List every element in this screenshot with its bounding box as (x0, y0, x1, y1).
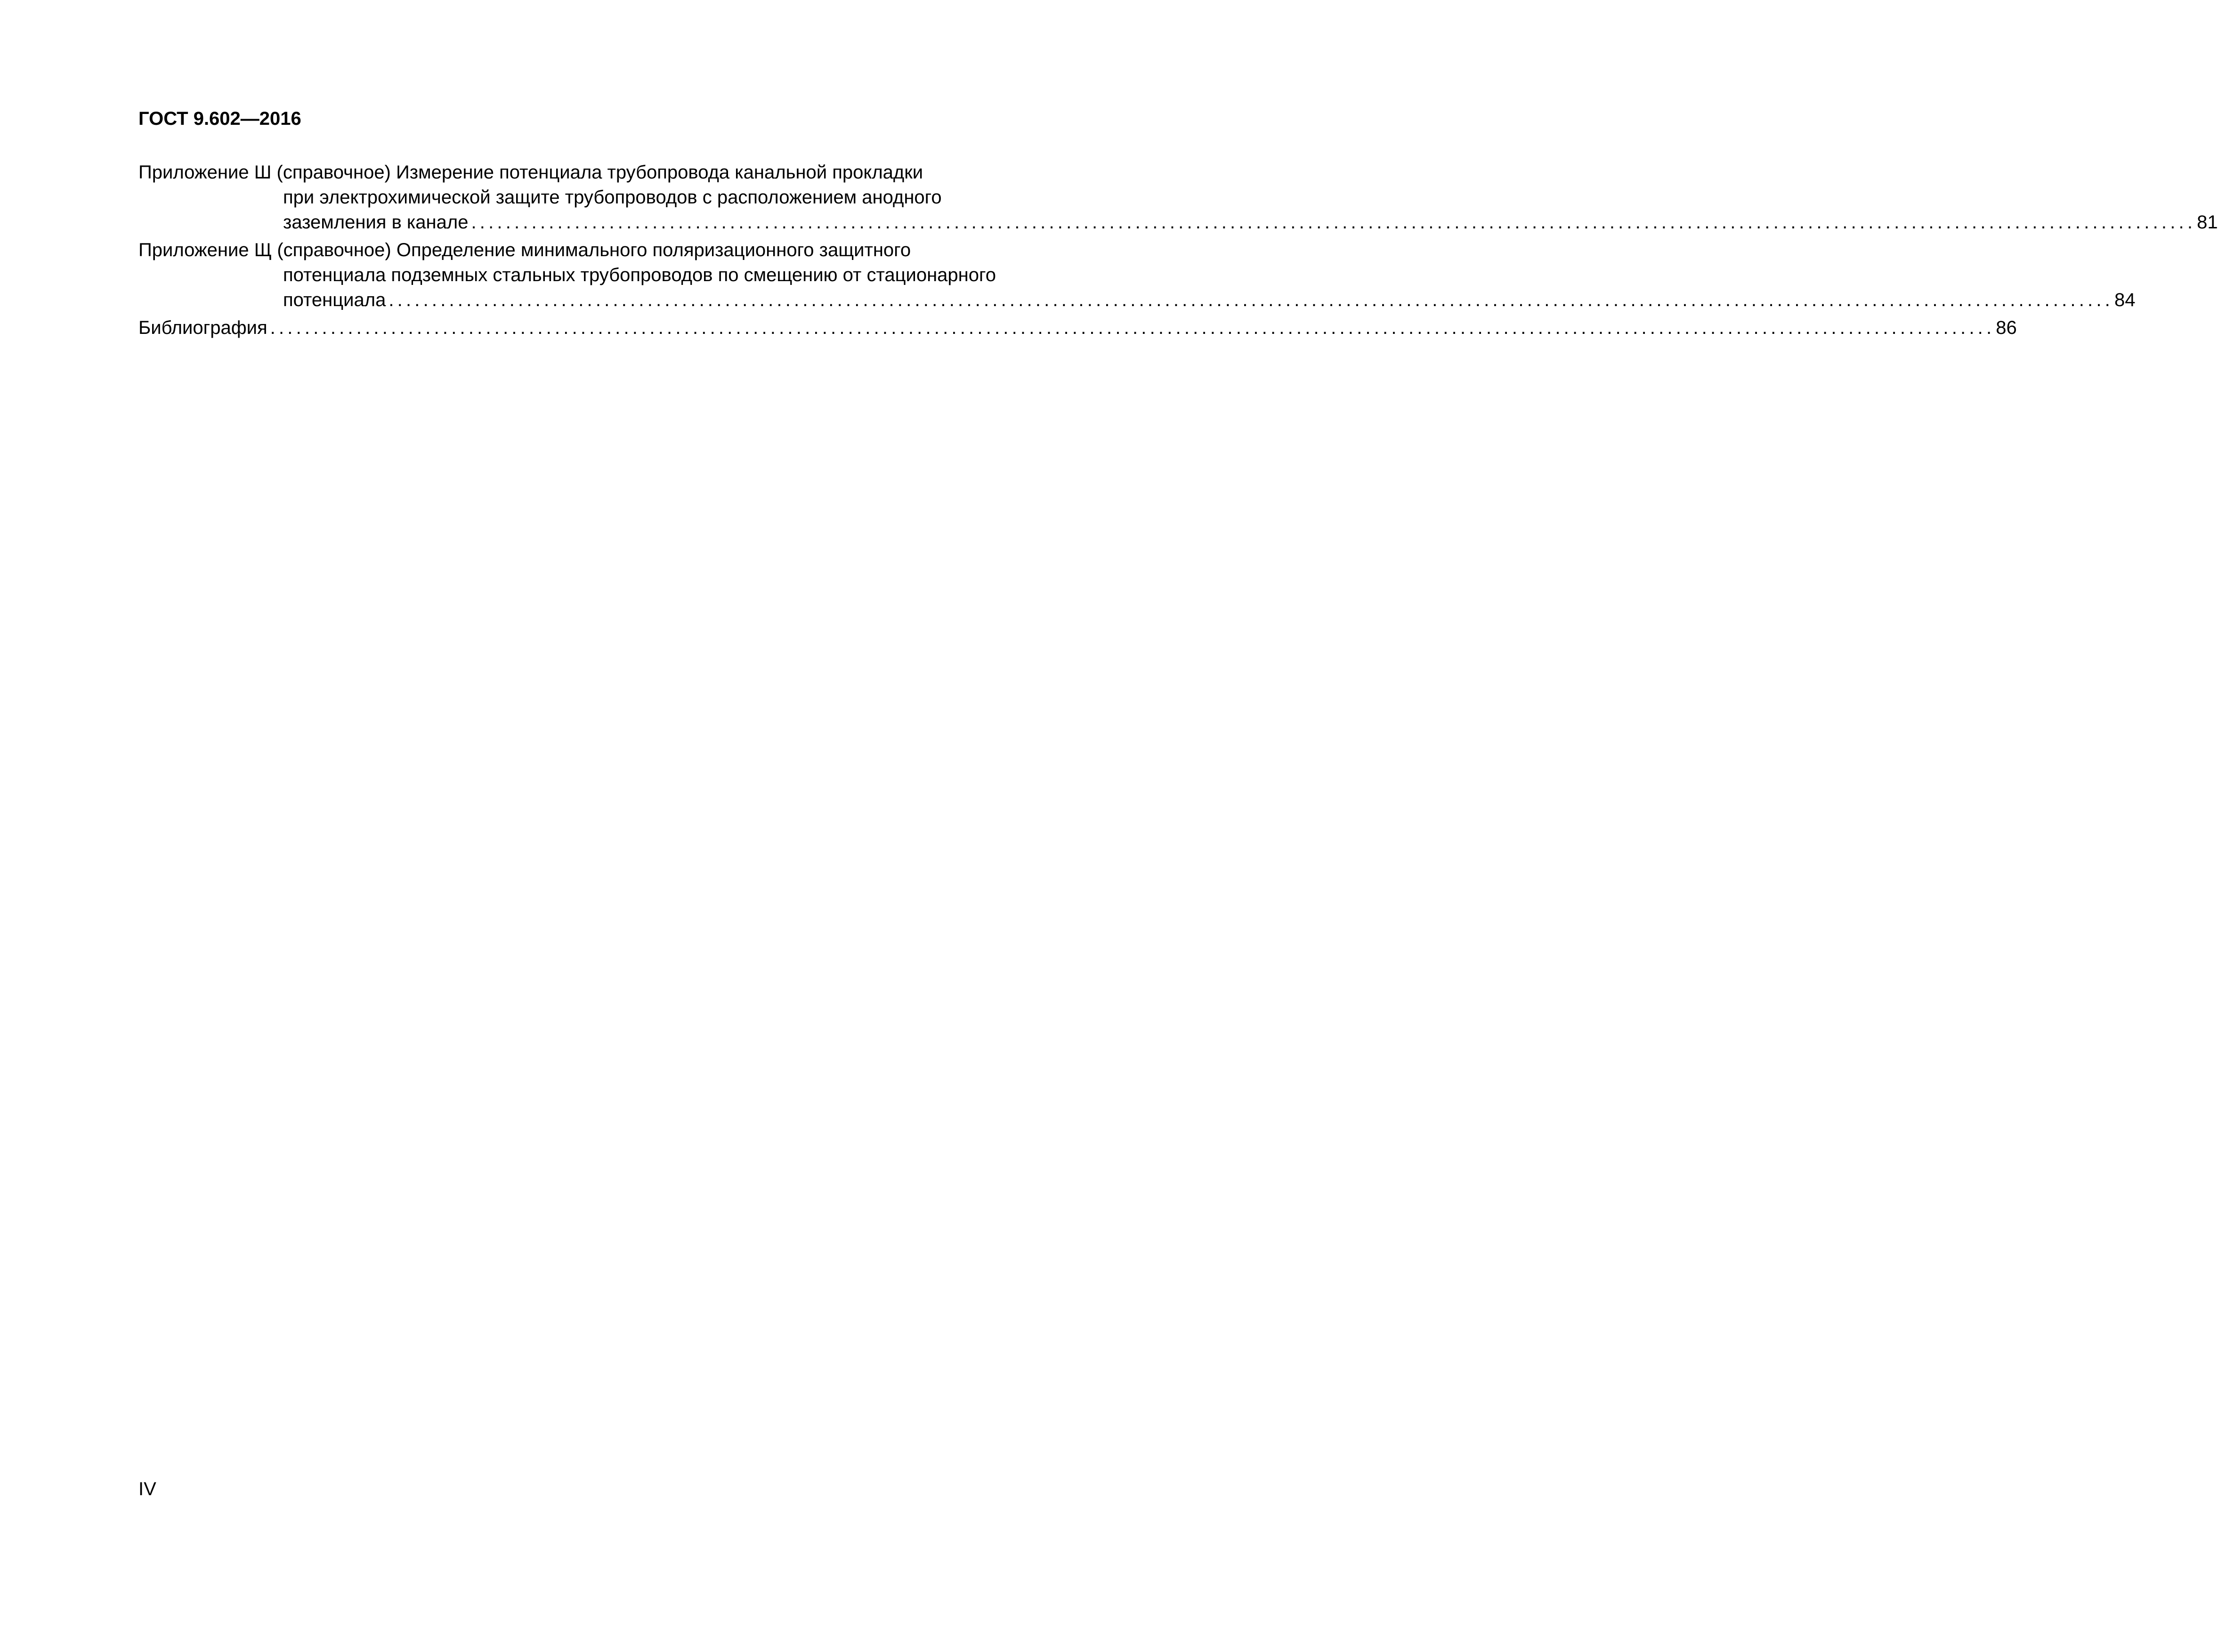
page-number-footer: IV (138, 1479, 156, 1499)
toc-entry-appendix-sh[interactable] (138, 160, 2218, 235)
toc-entry-appendix-shch[interactable] (138, 238, 2136, 313)
toc-entry-title-line: при электрохимической защите трубопроводов с расположением анодного (283, 187, 942, 208)
toc-entry-leader-line (138, 288, 2136, 313)
toc-page-number: 84 (2114, 290, 2136, 310)
toc-page-number: 86 (1996, 317, 2017, 338)
toc-entry-leader-line (138, 316, 2017, 340)
toc-entry-bibliography[interactable] (138, 316, 2017, 340)
toc-entry-title-line: потенциала подземных стальных трубопроводов по смещению от стационарного (283, 265, 996, 285)
dot-leader: ........................................................................................................................................................................................................ (471, 212, 2196, 233)
toc-entry-title-line: Библиография (138, 317, 267, 338)
dot-leader: ........................................................................................................................................................................................................ (389, 290, 2113, 310)
toc-page-number: 81 (2197, 212, 2218, 233)
toc-entry-leader-line (138, 210, 2218, 235)
toc-entry-title-line: Приложение Щ (справочное) Определение минимального поляризационного защитного (138, 240, 911, 260)
toc-entry-title-line: заземления в канале (283, 212, 469, 233)
table-of-contents (138, 160, 2218, 340)
document-header-code: ГОСТ 9.602—2016 (138, 108, 301, 129)
toc-entry-title-line: потенциала (283, 290, 386, 310)
toc-entry-title-line: Приложение Ш (справочное) Измерение потенциала трубопровода канальной прокладки (138, 162, 923, 183)
dot-leader: ........................................................................................................................................................................................................ (270, 317, 1995, 338)
